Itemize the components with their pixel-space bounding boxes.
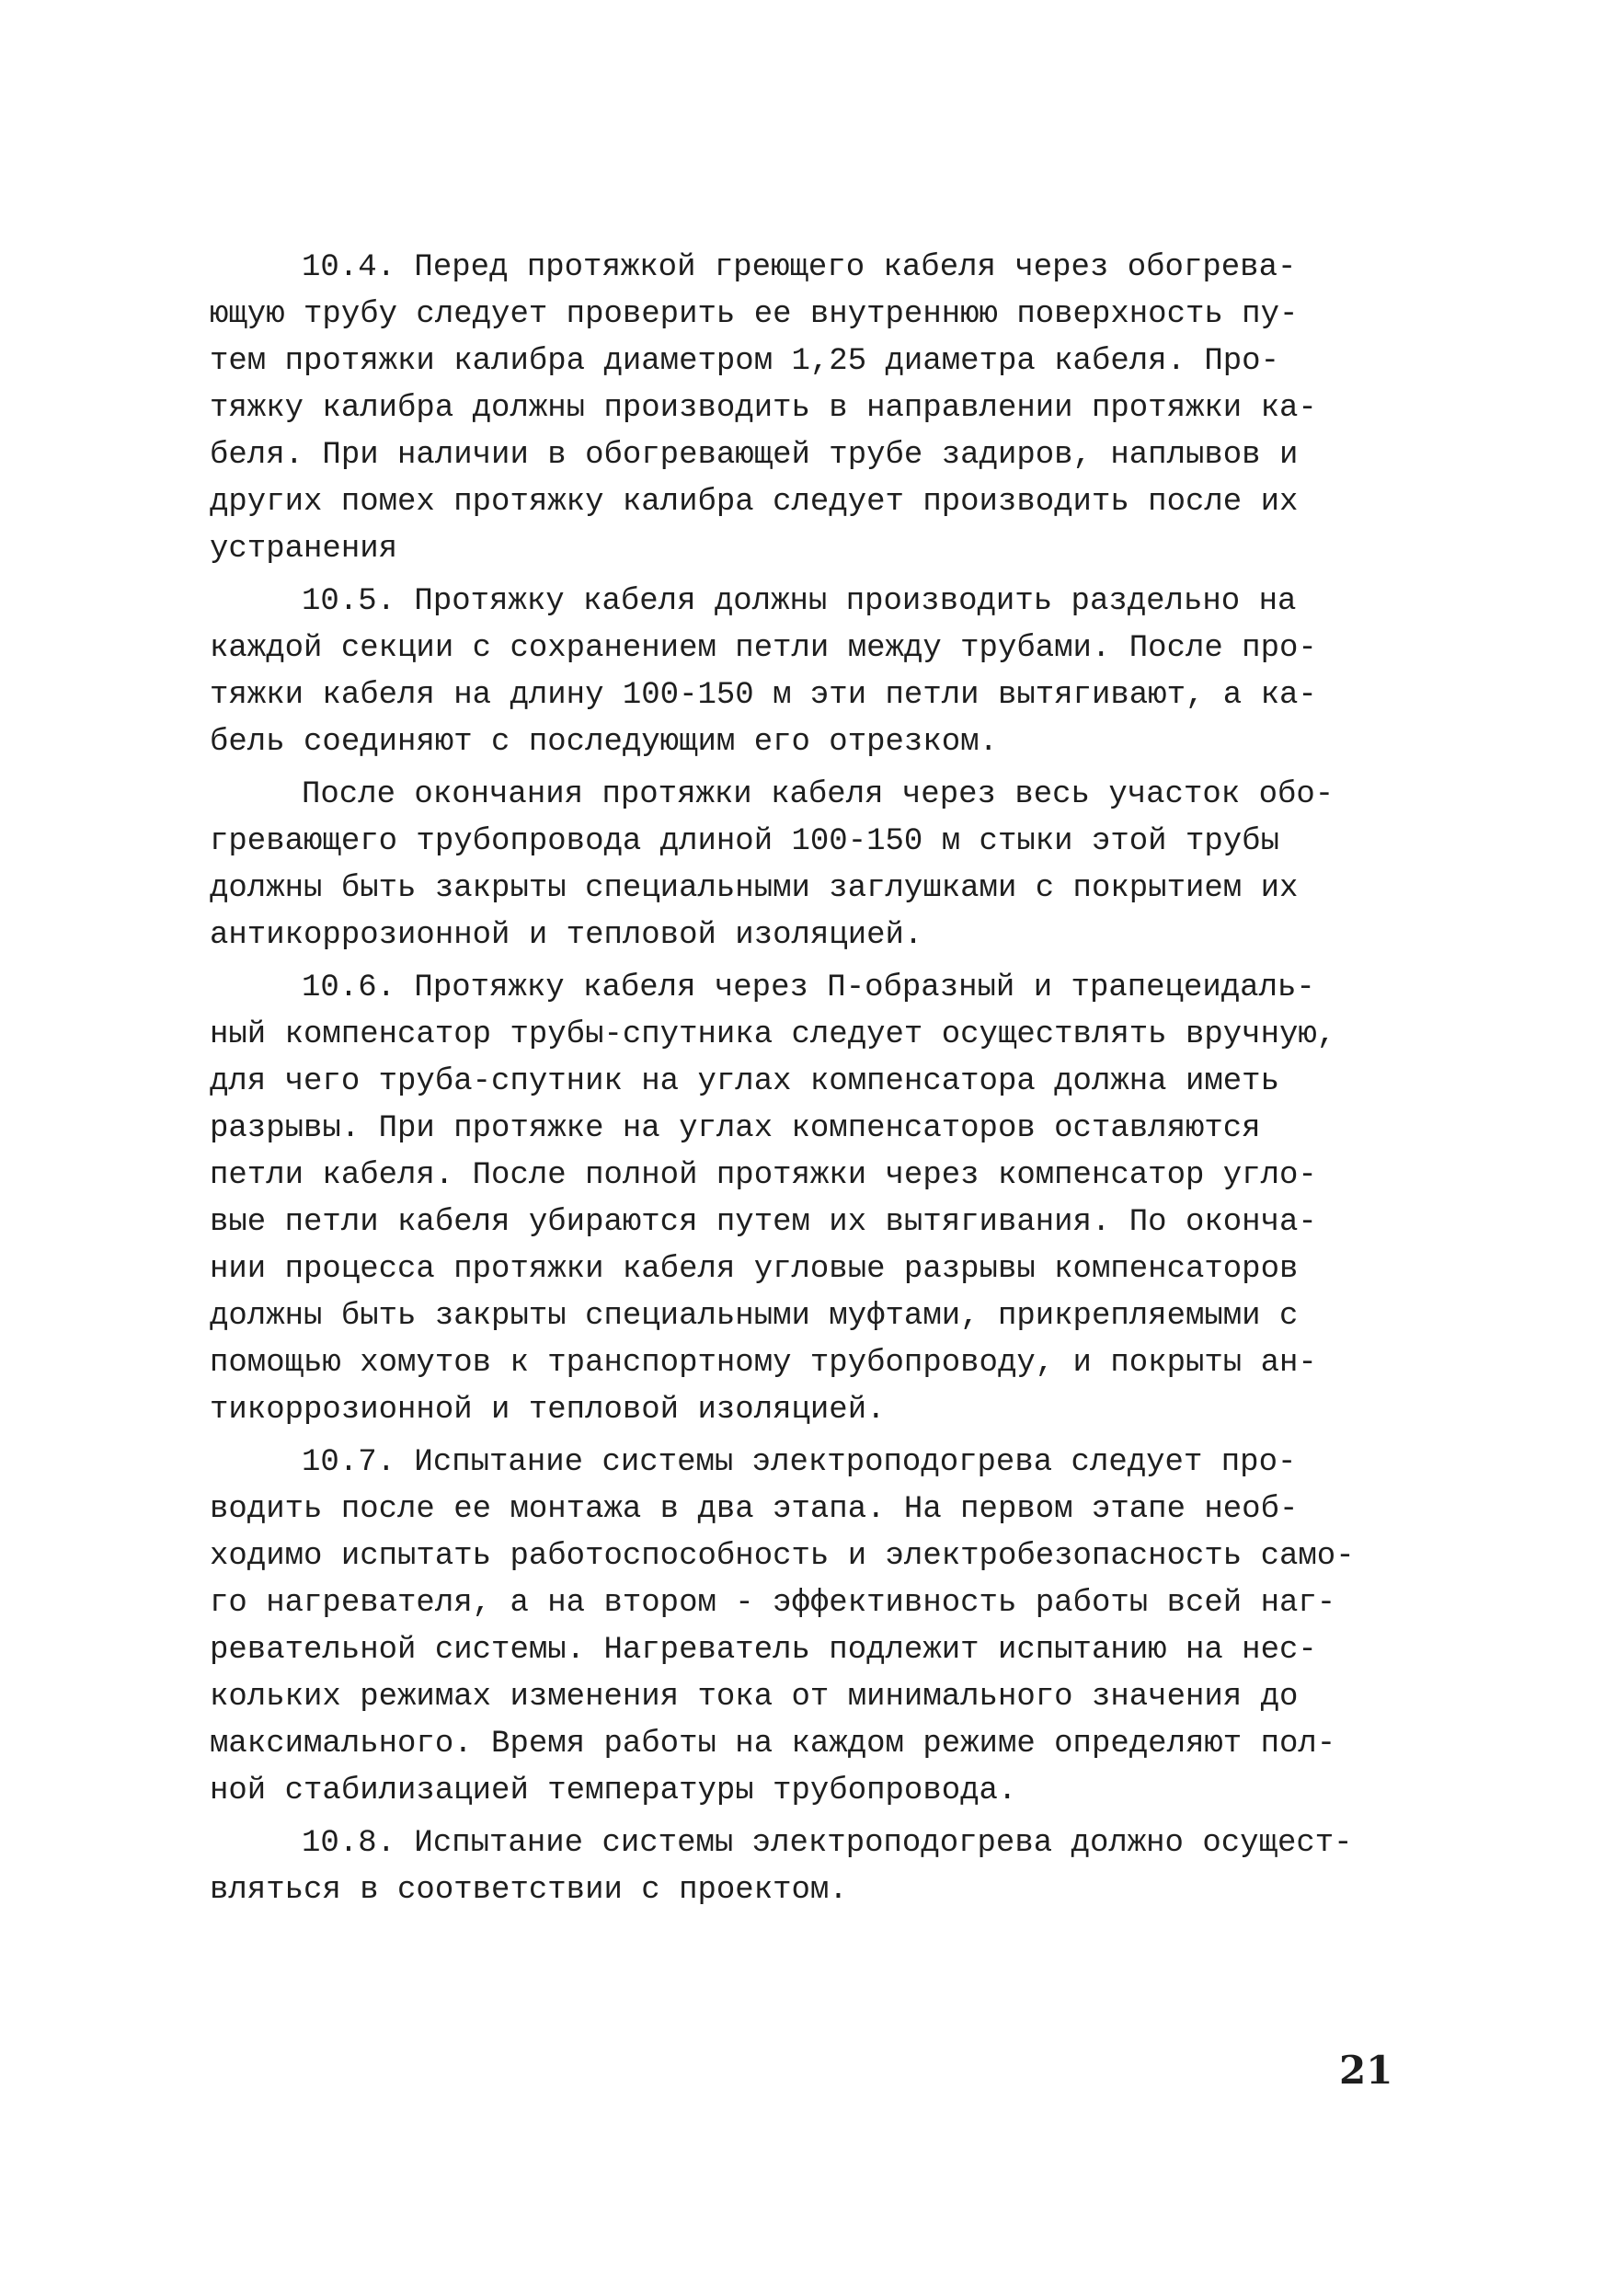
text-line: 10.4. Перед протяжкой греющего кабеля через обогрева-	[302, 250, 1297, 285]
text-line: тяжки кабеля на длину 100-150 м эти петли вытягивают, а ка-	[210, 678, 1317, 713]
paragraph-10-5	[210, 579, 1424, 766]
text-line: 10.6. Протяжку кабеля через П-образный и трапецеидаль-	[302, 970, 1315, 1005]
text-line: нии процесса протяжки кабеля угловые разрывы компенсаторов	[210, 1252, 1299, 1287]
text-line: вые петли кабеля убираются путем их вытягивания. По оконча-	[210, 1205, 1317, 1240]
text-line: помощью хомутов к транспортному трубопроводу, и покрыты ан-	[210, 1346, 1317, 1381]
paragraph-10-7	[210, 1440, 1424, 1815]
text-line: антикоррозионной и тепловой изоляцией.	[210, 918, 923, 953]
text-line: тем протяжки калибра диаметром 1,25 диаметра кабеля. Про-	[210, 344, 1279, 379]
text-line: других помех протяжку калибра следует производить после их	[210, 485, 1299, 520]
text-line: вляться в соответствии с проектом.	[210, 1873, 848, 1908]
text-line: го нагревателя, а на втором - эффективность работы всей наг-	[210, 1586, 1336, 1621]
text-line: разрывы. При протяжке на углах компенсаторов оставляются	[210, 1111, 1261, 1146]
text-line: водить после ее монтажа в два этапа. На первом этапе необ-	[210, 1492, 1299, 1527]
paragraph-10-6	[210, 965, 1424, 1434]
paragraph-10-8	[210, 1820, 1424, 1914]
text-line: должны быть закрыты специальными муфтами, прикрепляемыми с	[210, 1299, 1299, 1334]
text-line: ревательной системы. Нагреватель подлежит испытанию на нес-	[210, 1633, 1317, 1668]
text-line: максимального. Время работы на каждом режиме определяют пол-	[210, 1727, 1336, 1762]
text-line: беля. При наличии в обогревающей трубе задиров, наплывов и	[210, 438, 1299, 473]
page-number: 21	[1339, 2048, 1393, 2093]
text-line: ный компенсатор трубы-спутника следует осуществлять вручную,	[210, 1017, 1336, 1052]
text-line: тяжку калибра должны производить в направлении протяжки ка-	[210, 391, 1317, 426]
text-line: 10.7. Испытание системы электроподогрева следует про-	[302, 1445, 1297, 1480]
text-line: ной стабилизацией температуры трубопровода.	[210, 1774, 1017, 1808]
text-line: После окончания протяжки кабеля через весь участок обо-	[302, 777, 1335, 812]
text-line: гревающего трубопровода длиной 100-150 м стыки этой трубы	[210, 824, 1279, 859]
text-line: каждой секции с сохранением петли между трубами. После про-	[210, 631, 1317, 666]
text-line: 10.8. Испытание системы электроподогрева должно осущест-	[302, 1826, 1353, 1861]
text-line: бель соединяют с последующим его отрезком.	[210, 725, 998, 760]
text-line: ходимо испытать работоспособность и электробезопасность само-	[210, 1539, 1355, 1574]
paragraph-10-4	[210, 245, 1424, 573]
text-line: устранения	[210, 532, 398, 567]
document-body	[210, 245, 1424, 1914]
paragraph-continuation	[210, 772, 1424, 959]
text-line: кольких режимах изменения тока от минимального значения до	[210, 1680, 1299, 1715]
text-line: петли кабеля. После полной протяжки через компенсатор угло-	[210, 1158, 1317, 1193]
text-line: ющую трубу следует проверить ее внутреннюю поверхность пу-	[210, 297, 1299, 332]
text-line: 10.5. Протяжку кабеля должны производить раздельно на	[302, 584, 1297, 619]
text-line: для чего труба-спутник на углах компенсатора должна иметь	[210, 1064, 1279, 1099]
text-line: должны быть закрыты специальными заглушками с покрытием их	[210, 871, 1299, 906]
text-line: тикоррозионной и тепловой изоляцией.	[210, 1393, 886, 1428]
